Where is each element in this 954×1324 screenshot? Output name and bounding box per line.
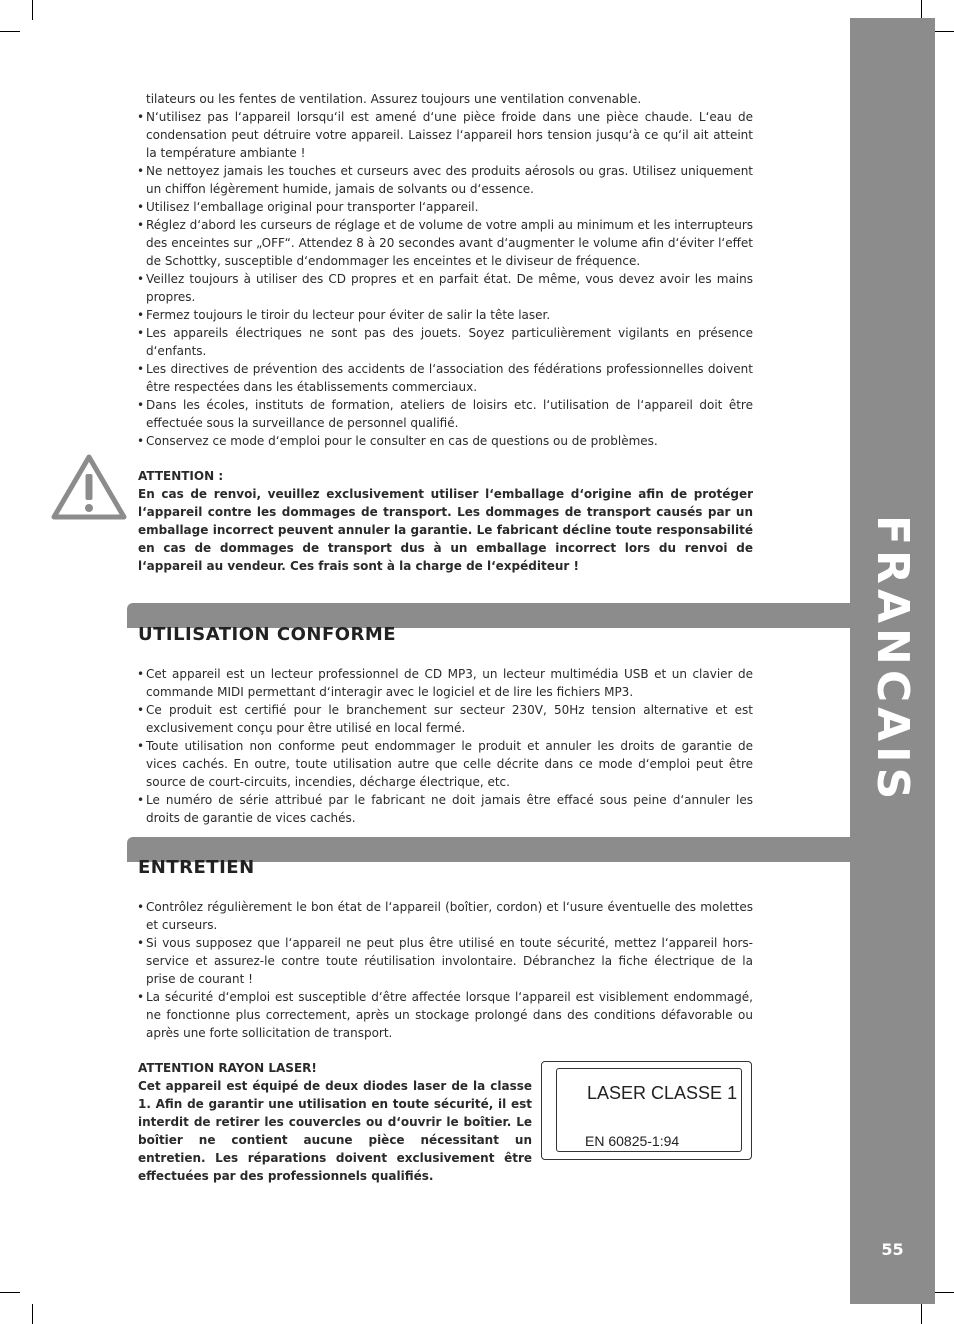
- entretien-section: [138, 898, 753, 1042]
- crop-mark: [0, 1292, 20, 1293]
- list-item: • Conservez ce mode d‘emploi pour le consulter en cas de questions ou de problèmes.: [138, 432, 753, 450]
- list-item: • Le numéro de série attribué par le fabricant ne doit jamais être effacé sous peine d‘annuler les droits de garantie de vices cachés.: [138, 791, 753, 827]
- list-item: • N‘utilisez pas l‘appareil lorsqu‘il est amené d‘une pièce froide dans une pièce chaude. L‘eau de condensation peut détruire votre appareil. Laissez l‘appareil hors tension jusqu‘à ce qu‘il ait atteint la température ambiante !: [138, 108, 753, 162]
- list-item: • Réglez d‘abord les curseurs de réglage et de volume de votre ampli au minimum et les interrupteurs des enceintes sur „OFF“. Attendez 8 à 20 secondes avant d‘augmenter le volume afin d‘éviter l‘effet de Schottky, susceptible d‘endommager les enceintes et le diviseur de fréquence.: [138, 216, 753, 270]
- continued-text: tilateurs ou les fentes de ventilation. Assurez toujours une ventilation convenable.: [146, 92, 642, 106]
- attention-block: [138, 467, 753, 575]
- laser-label-norm: EN 60825-1:94: [585, 1133, 680, 1149]
- laser-warning-text: Cet appareil est équipé de deux diodes laser de la classe 1. Afin de garantir une utilisation en toute sécurité, il est interdit de retirer les couvercles ou d‘ouvrir le boîtier. Le boîtier ne contient aucune pièce nécessitant un entretien. Les réparations doivent exclusivement être effectuées par des professionnels qualifiés.: [138, 1079, 532, 1183]
- entretien-list: [138, 898, 753, 1042]
- crop-mark: [32, 0, 33, 20]
- crop-mark: [921, 1304, 922, 1324]
- list-item: • Toute utilisation non conforme peut endommager le produit et annuler les droits de garantie de vices cachés. En outre, toute utilisation autre que celle décrite dans ce mode d‘emploi peut être source de court-circuits, incendies, décharge électrique, etc.: [138, 737, 753, 791]
- attention-title: ATTENTION :: [138, 469, 224, 483]
- language-tab: [850, 515, 935, 805]
- list-item: • La sécurité d‘emploi est susceptible d‘être affectée lorsque l‘appareil est visiblement endommagé, ne fonctionne plus correctement, après un stockage prolongé dans des conditions défavorable ou après une forte sollicitation de transport.: [138, 988, 753, 1042]
- laser-label-title: LASER CLASSE 1: [587, 1083, 738, 1103]
- safety-instructions: [138, 90, 753, 450]
- page-number: 55: [881, 1240, 904, 1259]
- language-label: FRANCAIS: [867, 515, 918, 805]
- warning-triangle-icon: [50, 452, 128, 522]
- section-heading-utilisation: UTILISATION CONFORME: [138, 624, 397, 645]
- laser-warning-title: ATTENTION RAYON LASER!: [138, 1061, 317, 1075]
- list-item: • Cet appareil est un lecteur professionnel de CD MP3, un lecteur multimédia USB et un clavier de commande MIDI permettant d‘interagir avec le logiciel et de lire les fichiers MP3.: [138, 665, 753, 701]
- list-item: • Ne nettoyez jamais les touches et curseurs avec des produits aérosols ou gras. Utilisez uniquement un chiffon légèrement humide, jamais de solvants ou d‘essence.: [138, 162, 753, 198]
- list-item: • Les directives de prévention des accidents de l‘association des fédérations professionnelles doivent être respectées dans les établissements commerciaux.: [138, 360, 753, 396]
- laser-warning: [138, 1059, 532, 1185]
- utilisation-section: [138, 665, 753, 827]
- section-heading-entretien: ENTRETIEN: [138, 857, 255, 878]
- crop-mark: [934, 31, 954, 32]
- laser-label-frame: [556, 1068, 742, 1152]
- crop-mark: [32, 1304, 33, 1324]
- list-item: • Si vous supposez que l‘appareil ne peut plus être utilisé en toute sécurité, mettez l‘appareil hors-service et assurez-le contre toute réutilisation involontaire. Débranchez la fiche électrique de la prise de courant !: [138, 934, 753, 988]
- safety-list: [138, 108, 753, 450]
- list-item: • Dans les écoles, instituts de formation, ateliers de loisirs etc. l‘utilisation de l‘appareil doit être effectuée sous la surveillance de personnel qualifié.: [138, 396, 753, 432]
- list-item: • Utilisez l‘emballage original pour transporter l‘appareil.: [138, 198, 753, 216]
- crop-mark: [934, 1292, 954, 1293]
- list-item: • Contrôlez régulièrement le bon état de l‘appareil (boîtier, cordon) et l‘usure éventuelle des molettes et curseurs.: [138, 898, 753, 934]
- crop-mark: [921, 0, 922, 20]
- list-item: • Les appareils électriques ne sont pas des jouets. Soyez particulièrement vigilants en présence d‘enfants.: [138, 324, 753, 360]
- list-item: • Ce produit est certifié pour le branchement sur secteur 230V, 50Hz tension alternative et est exclusivement conçu pour être utilisé en local fermé.: [138, 701, 753, 737]
- list-item: • Fermez toujours le tiroir du lecteur pour éviter de salir la tête laser.: [138, 306, 753, 324]
- utilisation-list: [138, 665, 753, 827]
- crop-mark: [0, 31, 20, 32]
- list-item: • Veillez toujours à utiliser des CD propres et en parfait état. De même, vous devez avoir les mains propres.: [138, 270, 753, 306]
- attention-text: En cas de renvoi, veuillez exclusivement utiliser l‘emballage d‘origine afin de protéger l‘appareil contre les dommages de transport. Les dommages de transport causés par un emballage incorrect peuvent annuler la garantie. Le fabricant décline toute responsabilité en cas de dommages de transport dus à un emballage incorrect lors du renvoi de l‘appareil au vendeur. Ces frais sont à la charge de l‘expéditeur !: [138, 487, 753, 573]
- laser-class-label: [541, 1061, 752, 1160]
